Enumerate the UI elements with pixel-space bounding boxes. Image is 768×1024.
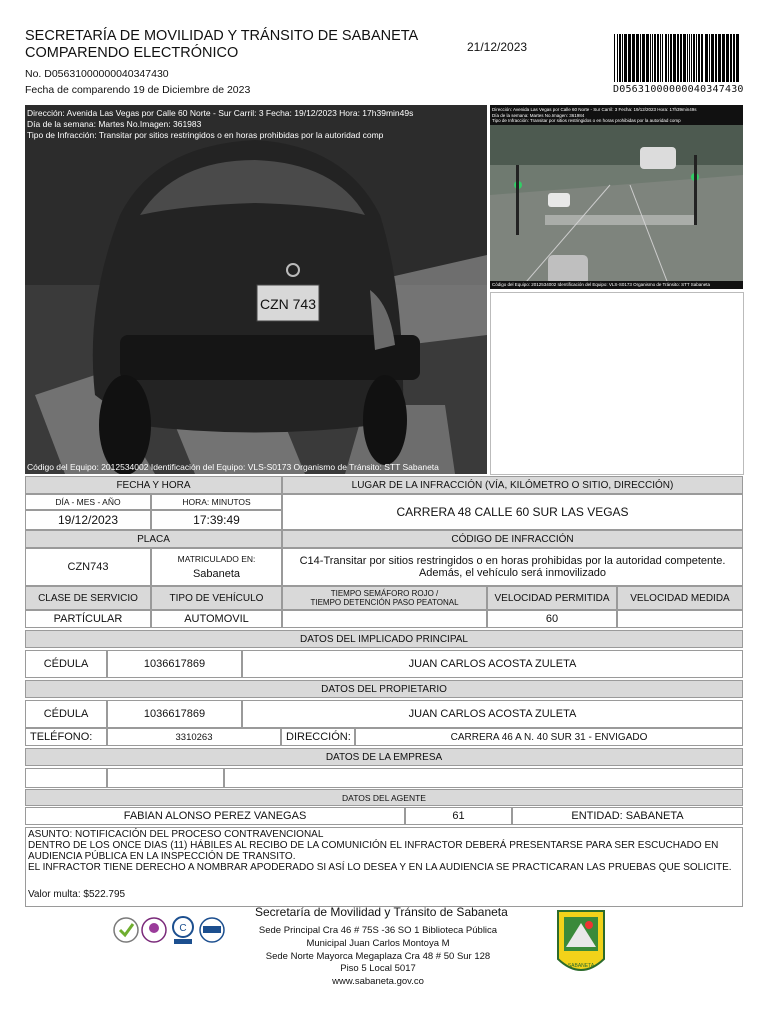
placa-header: PLACA [25, 530, 282, 548]
barcode-bar [691, 34, 692, 82]
barcode-bar [624, 34, 627, 82]
license-plate-text: CZN 743 [259, 296, 317, 312]
note-line2: DENTRO DE LOS ONCE DIAS (11) HÁBILES AL RECIBO DE LA COMUNICIÓN EL INFRACTOR DEBERÁ PRESENTARSE PARA SER ESCUCHADO EN [28, 840, 719, 851]
svg-text:C: C [179, 923, 187, 934]
agente-number: 61 [405, 807, 512, 825]
empresa-header: DATOS DE LA EMPRESA [25, 748, 743, 766]
matriculado-cell [151, 548, 282, 586]
barcode [614, 34, 742, 82]
barcode-bar [722, 34, 725, 82]
barcode-bar [705, 34, 708, 82]
barcode-bar [622, 34, 623, 82]
footer-address-line3: Sede Norte Mayorca Megaplaza Cra 48 # 50 Sur 128 [265, 951, 491, 962]
barcode-bar [628, 34, 631, 82]
barcode-bar [654, 34, 656, 82]
agente-entidad: ENTIDAD: SABANETA [512, 807, 743, 825]
vel-med-header: VELOCIDAD MEDIDA [617, 586, 743, 610]
tiempo-value [282, 610, 487, 628]
barcode-bar [711, 34, 714, 82]
barcode-bar [660, 34, 661, 82]
barcode-bar [709, 34, 710, 82]
lugar-value: CARRERA 48 CALLE 60 SUR LAS VEGAS [282, 494, 743, 530]
notification-box [25, 827, 743, 907]
barcode-bar [680, 34, 682, 82]
empresa-cell-3 [224, 768, 743, 788]
empresa-cell-2 [107, 768, 224, 788]
empresa-cell-1 [25, 768, 107, 788]
issue-date: 21/12/2023 [467, 40, 528, 54]
barcode-bar [640, 34, 641, 82]
barcode-bar [693, 34, 695, 82]
side-overlay-line1: Dirección: Avenida Las Vegas por Calle 60 Norte - Sur Carril: 3 Fecha: 19/12/2023 Hora: 17h39min49s [492, 107, 697, 112]
agente-name: FABIAN ALONSO PEREZ VANEGAS [25, 807, 405, 825]
comparendo-date-text: Fecha de comparendo 19 de Diciembre de 2023 [25, 84, 251, 96]
side-overlay-line3: Tipo de Infracción: Transitar por sitios restringidos o en horas prohibidas por la autoridad comp [492, 118, 681, 123]
telefono-label: TELÉFONO: [25, 728, 107, 746]
tiempo-header [282, 586, 487, 610]
agente-header: DATOS DEL AGENTE [25, 789, 743, 806]
lugar-header: LUGAR DE LA INFRACCIÓN (VÍA, KILÓMETRO O SITIO, DIRECCIÓN) [282, 476, 743, 494]
codigo-line1: C14-Transitar por sitios restringidos o en horas prohibidas por la autoridad competente. [299, 555, 726, 567]
hora-value: 17:39:49 [151, 510, 282, 530]
propietario-doc-value: 1036617869 [107, 700, 242, 728]
barcode-bar [718, 34, 721, 82]
direccion-value: CARRERA 46 A N. 40 SUR 31 - ENVIGADO [355, 728, 743, 746]
barcode-bar [657, 34, 659, 82]
fine-amount: Valor multa: $522.795 [28, 889, 126, 900]
fecha-hora-header: FECHA Y HORA [25, 476, 282, 494]
telefono-value: 3310263 [107, 728, 281, 746]
implicado-doc-value: 1036617869 [107, 650, 242, 678]
placa-value: CZN743 [25, 548, 151, 586]
barcode-bar [650, 34, 651, 82]
note-line1: ASUNTO: NOTIFICACIÓN DEL PROCESO CONTRAVENCIONAL [28, 829, 324, 840]
photo-overlay-line2: Día de la semana: Martes No.Imagen: 361983 [27, 119, 202, 129]
hora-header: HORA: MINUTOS [151, 494, 282, 510]
direccion-label: DIRECCIÓN: [281, 728, 355, 746]
vel-med-value [617, 610, 743, 628]
clase-header: CLASE DE SERVICIO [25, 586, 151, 610]
barcode-bar [670, 34, 672, 82]
photo-overlay-line1: Dirección: Avenida Las Vegas por Calle 60 Norte - Sur Carril: 3 Fecha: 19/12/2023 Hora: 17h39min49s [27, 108, 414, 118]
propietario-name: JUAN CARLOS ACOSTA ZULETA [242, 700, 743, 728]
footer-website: www.sabaneta.gov.co [332, 976, 424, 987]
note-line4: EL INFRACTOR TIENE DERECHO A NOMBRAR APODERADO SI ASÍ LO DESEA Y EN LA AUDIENCIA SE PRACTICARAN LAS PRUEBAS QUE SOLICITE. [28, 862, 732, 873]
codigo-header: CÓDIGO DE INFRACCIÓN [282, 530, 743, 548]
matriculado-value: Sabaneta [192, 568, 241, 580]
barcode-bar [677, 34, 679, 82]
side-overlay-line2: Día de la semana: Martes No.Imagen: 361984 [492, 112, 585, 118]
barcode-bar [730, 34, 732, 82]
barcode-bar [662, 34, 663, 82]
implicado-header: DATOS DEL IMPLICADO PRINCIPAL [25, 630, 743, 648]
barcode-bar [632, 34, 635, 82]
document-title: SECRETARÍA DE MOVILIDAD Y TRÁNSITO DE SABANETA [25, 28, 419, 44]
barcode-bar [617, 34, 618, 82]
codigo-cell [282, 548, 743, 586]
barcode-bar [619, 34, 621, 82]
photo-overlay-line3: Tipo de Infracción: Transitar por sitios restringidos o en horas prohibidas por la autoridad comp [27, 130, 384, 140]
implicado-doc-label: CÉDULA [25, 650, 107, 678]
barcode-bar [614, 34, 615, 82]
secondary-evidence-photo [490, 105, 743, 289]
matriculado-label: MATRICULADO EN: [177, 554, 256, 564]
barcode-bar [696, 34, 697, 82]
clase-value: PARTÍCULAR [25, 610, 151, 628]
barcode-bar [668, 34, 669, 82]
barcode-bar [698, 34, 700, 82]
tipo-header: TIPO DE VEHÍCULO [151, 586, 282, 610]
document-subtitle: COMPARENDO ELECTRÓNICO [25, 45, 239, 61]
footer-title: Secretaría de Movilidad y Tránsito de Sabaneta [255, 905, 508, 919]
barcode-bar [642, 34, 645, 82]
propietario-doc-label: CÉDULA [25, 700, 107, 728]
sabaneta-seal [556, 907, 606, 983]
barcode-bar [733, 34, 735, 82]
vel-perm-value: 60 [487, 610, 617, 628]
empty-photo-frame [490, 292, 744, 475]
barcode-bar [715, 34, 717, 82]
vel-perm-header: VELOCIDAD PERMITIDA [487, 586, 617, 610]
tiempo-header-line2: TIEMPO DETENCIÓN PASO PEATONAL [310, 598, 459, 607]
barcode-bar [736, 34, 739, 82]
barcode-bar [701, 34, 703, 82]
barcode-bar [636, 34, 639, 82]
barcode-bar [652, 34, 653, 82]
note-line3: AUDIENCIA PÚBLICA EN LA INSPECCIÓN DE TRANSITO. [28, 851, 296, 862]
photo-overlay-bottom: Código del Equipo: 2012534002 Identificación del Equipo: VLS-S0173 Organismo de Tránsito: STT Sabaneta [27, 462, 439, 472]
barcode-bar [683, 34, 686, 82]
implicado-name: JUAN CARLOS ACOSTA ZULETA [242, 650, 743, 678]
barcode-number: D05631000000040347430 [613, 84, 744, 95]
tipo-value: AUTOMOVIL [151, 610, 282, 628]
barcode-bar [673, 34, 676, 82]
barcode-bar [665, 34, 667, 82]
footer-address-line2: Municipal Juan Carlos Montoya M [306, 938, 450, 949]
tiempo-header-line1: TIEMPO SEMÁFORO ROJO / [330, 589, 439, 598]
barcode-bar [646, 34, 649, 82]
barcode-bar [687, 34, 688, 82]
comparendo-number: No. D05631000000040347430 [25, 68, 169, 80]
side-overlay-bottom: Código del Equipo: 2012534002 Identificación del Equipo: VLS-S0173 Organismo de Tránsito: STT Sabaneta [492, 282, 711, 287]
dia-value: 19/12/2023 [25, 510, 151, 530]
barcode-bar [689, 34, 690, 82]
street-photo-illustration [490, 105, 743, 289]
footer-address-line1: Sede Principal Cra 46 # 75S -36 SO 1 Biblioteca Pública [258, 925, 498, 936]
propietario-header: DATOS DEL PROPIETARIO [25, 680, 743, 698]
codigo-line2: Además, el vehículo será inmovilizado [418, 567, 607, 579]
seal-label: SABANETA [567, 963, 595, 969]
car-photo-illustration [25, 105, 487, 474]
barcode-bar [726, 34, 729, 82]
certification-logos [112, 913, 227, 947]
footer-address-line4: Piso 5 Local 5017 [340, 963, 416, 974]
dia-header: DÍA - MES - AÑO [25, 494, 151, 510]
main-evidence-photo [25, 105, 487, 474]
